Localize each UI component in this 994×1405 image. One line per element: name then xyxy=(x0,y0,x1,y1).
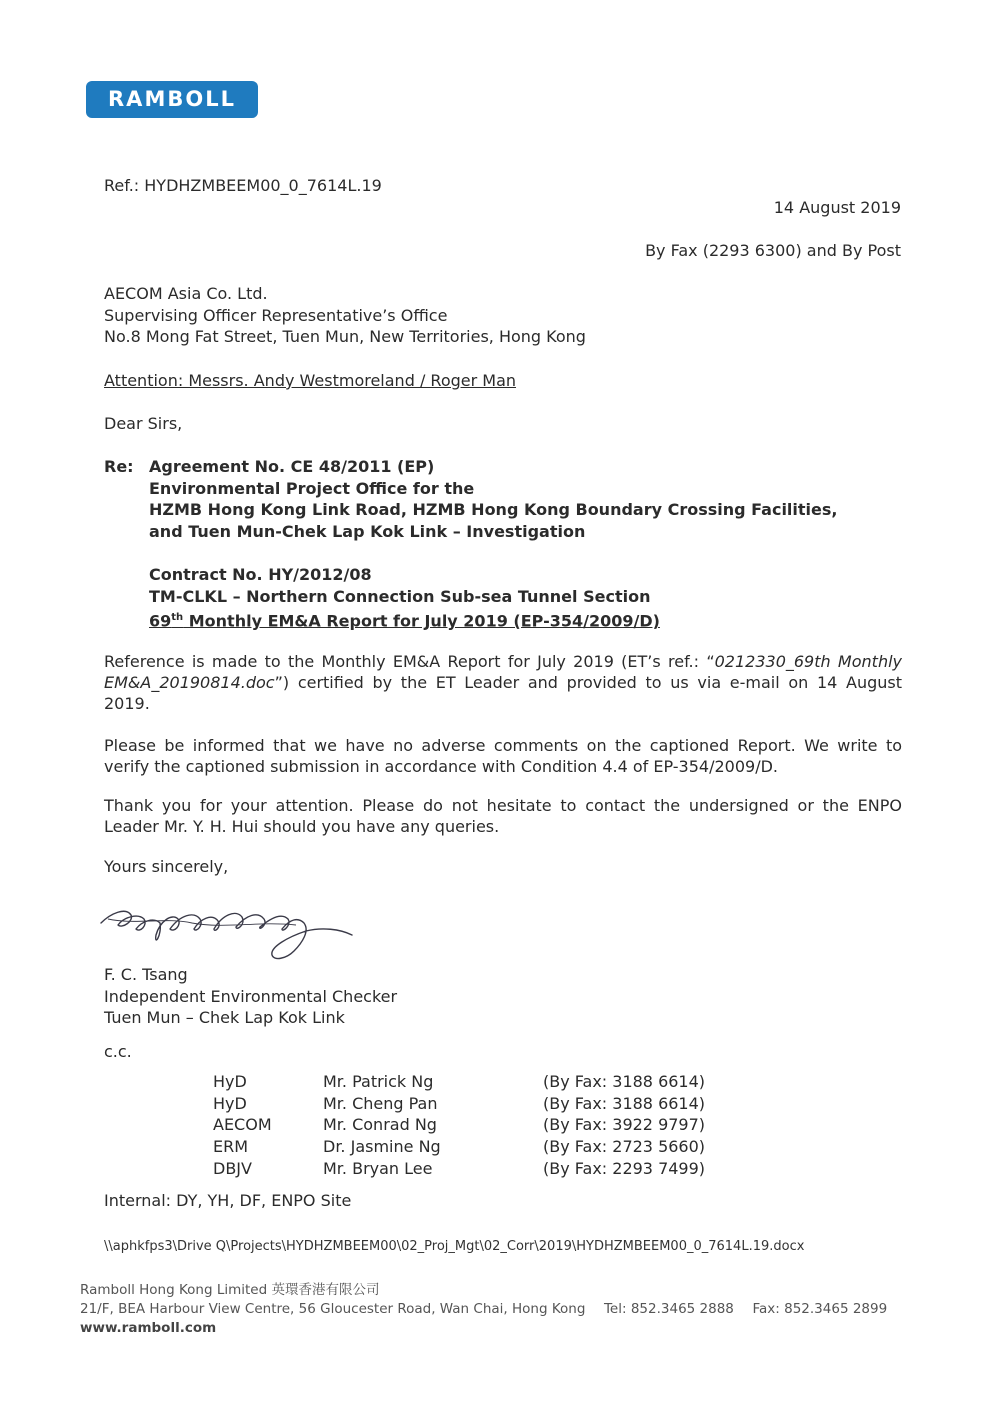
address-line: AECOM Asia Co. Ltd. xyxy=(104,284,268,303)
reference-number: Ref.: HYDHZMBEEM00_0_7614L.19 xyxy=(104,176,382,195)
delivery-method: By Fax (2293 6300) and By Post xyxy=(645,241,901,260)
footer xyxy=(80,1281,887,1338)
signatory-project: Tuen Mun – Chek Lap Kok Link xyxy=(104,1008,345,1028)
file-path: \\aphkfps3\Drive Q\Projects\HYDHZMBEEM00\02_Proj_Mgt\02_Corr\2019\HYDHZMBEEM00_0_7614L.19.docx xyxy=(104,1239,805,1254)
address-line: No.8 Mong Fat Street, Tuen Mun, New Territories, Hong Kong xyxy=(104,327,586,346)
contract-block xyxy=(149,564,660,629)
subject-line: Environmental Project Office for the xyxy=(149,478,475,498)
signatory-name: F. C. Tsang xyxy=(104,965,188,984)
signatory-title: Independent Environmental Checker xyxy=(104,986,398,1006)
cc-name: Mr. Bryan Lee xyxy=(323,1158,433,1178)
re-label: Re: xyxy=(104,457,134,476)
letter-date: 14 August 2019 xyxy=(773,198,901,217)
recipient-address xyxy=(104,283,586,348)
report-title xyxy=(149,607,660,629)
subject-line: Agreement No. CE 48/2011 (EP) xyxy=(149,457,435,476)
cc-list xyxy=(213,1071,773,1179)
cc-name: Dr. Jasmine Ng xyxy=(323,1137,441,1157)
cc-name: Mr. Conrad Ng xyxy=(323,1115,437,1135)
logo-text: RAMBOLL xyxy=(108,87,236,111)
address-line: Supervising Officer Representative’s Office xyxy=(104,305,448,325)
internal-distribution: Internal: DY, YH, DF, ENPO Site xyxy=(104,1191,352,1210)
contract-line: TM-CLKL – Northern Connection Sub-sea Tunnel Section xyxy=(149,586,651,606)
cc-row xyxy=(213,1114,773,1136)
cc-name: Mr. Patrick Ng xyxy=(323,1072,434,1091)
paragraph-reference xyxy=(104,651,902,714)
paragraph-comments: Please be informed that we have no adverse comments on the captioned Report. We write to verify the captioned submission in accordance with Condition 4.4 of EP-354/2009/D. xyxy=(104,736,902,776)
subject-line: HZMB Hong Kong Link Road, HZMB Hong Kong Boundary Crossing Facilities, xyxy=(149,500,838,519)
footer-company: Ramboll Hong Kong Limited 英環香港有限公司 xyxy=(80,1282,380,1298)
cc-row xyxy=(213,1158,773,1180)
cc-name: Mr. Cheng Pan xyxy=(323,1093,438,1113)
cc-fax: (By Fax: 3922 9797) xyxy=(543,1115,706,1135)
cc-fax: (By Fax: 2293 7499) xyxy=(543,1158,706,1178)
footer-address-line xyxy=(80,1300,887,1319)
footer-address: 21/F, BEA Harbour View Centre, 56 Gloucester Road, Wan Chai, Hong Kong xyxy=(80,1301,586,1317)
report-number: 69 xyxy=(149,611,172,631)
contract-line: Contract No. HY/2012/08 xyxy=(149,565,372,584)
signatory-block xyxy=(104,964,397,1029)
closing: Yours sincerely, xyxy=(104,857,229,876)
paragraph-text: Reference is made to the Monthly EM&A Report for July 2019 (ET’s ref.: “ xyxy=(104,652,715,671)
company-logo xyxy=(86,81,258,118)
cc-row xyxy=(213,1071,773,1093)
cc-row xyxy=(213,1136,773,1158)
salutation: Dear Sirs, xyxy=(104,414,183,433)
cc-fax: (By Fax: 3188 6614) xyxy=(543,1072,706,1091)
footer-website[interactable]: www.ramboll.com xyxy=(80,1320,217,1336)
subject-block xyxy=(149,456,837,542)
cc-org: HyD xyxy=(213,1093,247,1113)
attention-line: Attention: Messrs. Andy Westmoreland / Roger Man xyxy=(104,371,517,390)
cc-row xyxy=(213,1093,773,1115)
subject-line: and Tuen Mun-Chek Lap Kok Link – Investigation xyxy=(149,521,586,541)
footer-fax: Fax: 852.3465 2899 xyxy=(752,1301,888,1317)
report-title-rest: Monthly EM&A Report for July 2019 (EP-354/2009/D) xyxy=(183,611,660,631)
handwritten-signature xyxy=(96,895,358,967)
cc-fax: (By Fax: 2723 5660) xyxy=(543,1137,706,1157)
cc-fax: (By Fax: 3188 6614) xyxy=(543,1093,706,1113)
report-ordinal: th xyxy=(171,612,184,623)
cc-label: c.c. xyxy=(104,1042,132,1061)
paragraph-thanks: Thank you for your attention. Please do not hesitate to contact the undersigned or the ENPO Leader Mr. Y. H. Hui should you have any queries. xyxy=(104,796,902,836)
cc-org: AECOM xyxy=(213,1115,272,1135)
cc-org: DBJV xyxy=(213,1158,252,1178)
cc-org: HyD xyxy=(213,1072,247,1091)
cc-org: ERM xyxy=(213,1137,249,1157)
footer-tel: Tel: 852.3465 2888 xyxy=(603,1301,734,1317)
document-filename: 0212330_69th Monthly EM&A_20190814.doc xyxy=(104,652,902,692)
paragraph-text: ”) certified by the ET Leader and provided to us via e-mail on 14 August 2019. xyxy=(104,673,902,713)
